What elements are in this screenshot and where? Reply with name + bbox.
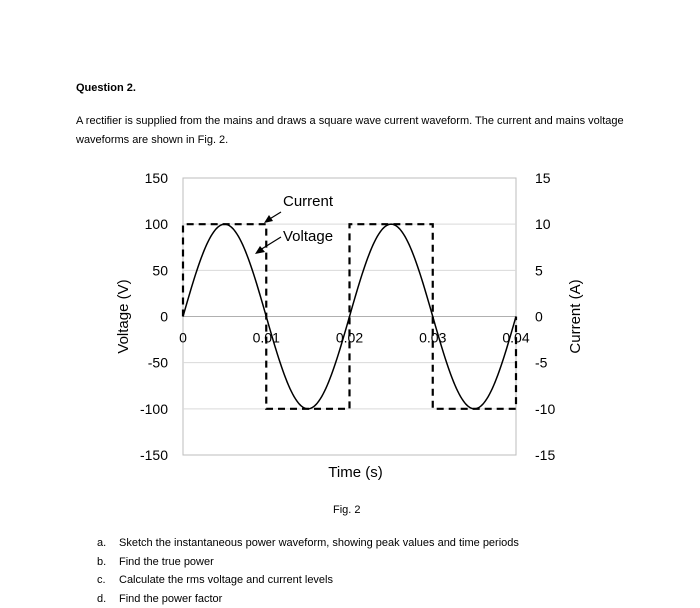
current-annotation-label: Current [283,193,334,210]
x-tick-label: 0.03 [419,329,447,346]
y2-tick-label: -5 [535,354,548,371]
y-tick-label: 50 [152,262,168,279]
task-text: Find the true power [119,555,214,568]
current-annotation-arrowhead [264,215,273,223]
x-tick-label: 0.01 [252,329,280,346]
task-text: Calculate the rms voltage and current levels [119,574,333,586]
task-list [97,534,519,608]
y2-tick-label: 10 [535,216,551,233]
task-marker: b. [97,555,107,568]
y2-axis-title: Current (A) [567,279,584,354]
task-marker: a. [97,537,107,549]
task-marker: d. [97,592,107,605]
y-tick-label: 100 [144,216,168,233]
y-tick-label: -150 [139,447,168,463]
y2-tick-label: 5 [535,262,543,279]
y2-tick-label: 15 [535,170,551,186]
voltage-annotation-arrow [260,237,281,250]
question-intro: A rectifier is supplied from the mains and draws a square wave current waveform. The current and mains voltage waveforms are shown in Fig. 2. [76,115,624,146]
x-axis-title: Time (s) [328,464,383,481]
task-item-a [97,534,519,553]
y2-tick-label: -15 [535,447,556,463]
figure-caption: Fig. 2 [333,504,361,516]
voltage-annotation-label: Voltage [283,228,334,245]
task-item-d [97,590,519,608]
x-tick-label: 0 [179,329,187,346]
y-tick-label: 0 [160,308,168,325]
y2-tick-label: 0 [535,308,543,325]
y-tick-label: 150 [144,170,168,186]
task-text: Find the power factor [119,592,223,605]
task-item-b [97,553,519,572]
y-tick-label: -50 [147,354,168,371]
task-marker: c. [97,574,106,586]
x-tick-label: 0.02 [335,329,364,346]
y-tick-label: -100 [139,400,168,417]
y2-tick-label: -10 [535,400,556,417]
x-tick-label: 0.04 [502,329,530,346]
task-item-c [97,571,519,590]
task-text: Sketch the instantaneous power waveform, showing peak values and time periods [119,537,519,549]
y-axis-title: Voltage (V) [115,279,132,354]
question-heading: Question 2. [76,82,136,94]
